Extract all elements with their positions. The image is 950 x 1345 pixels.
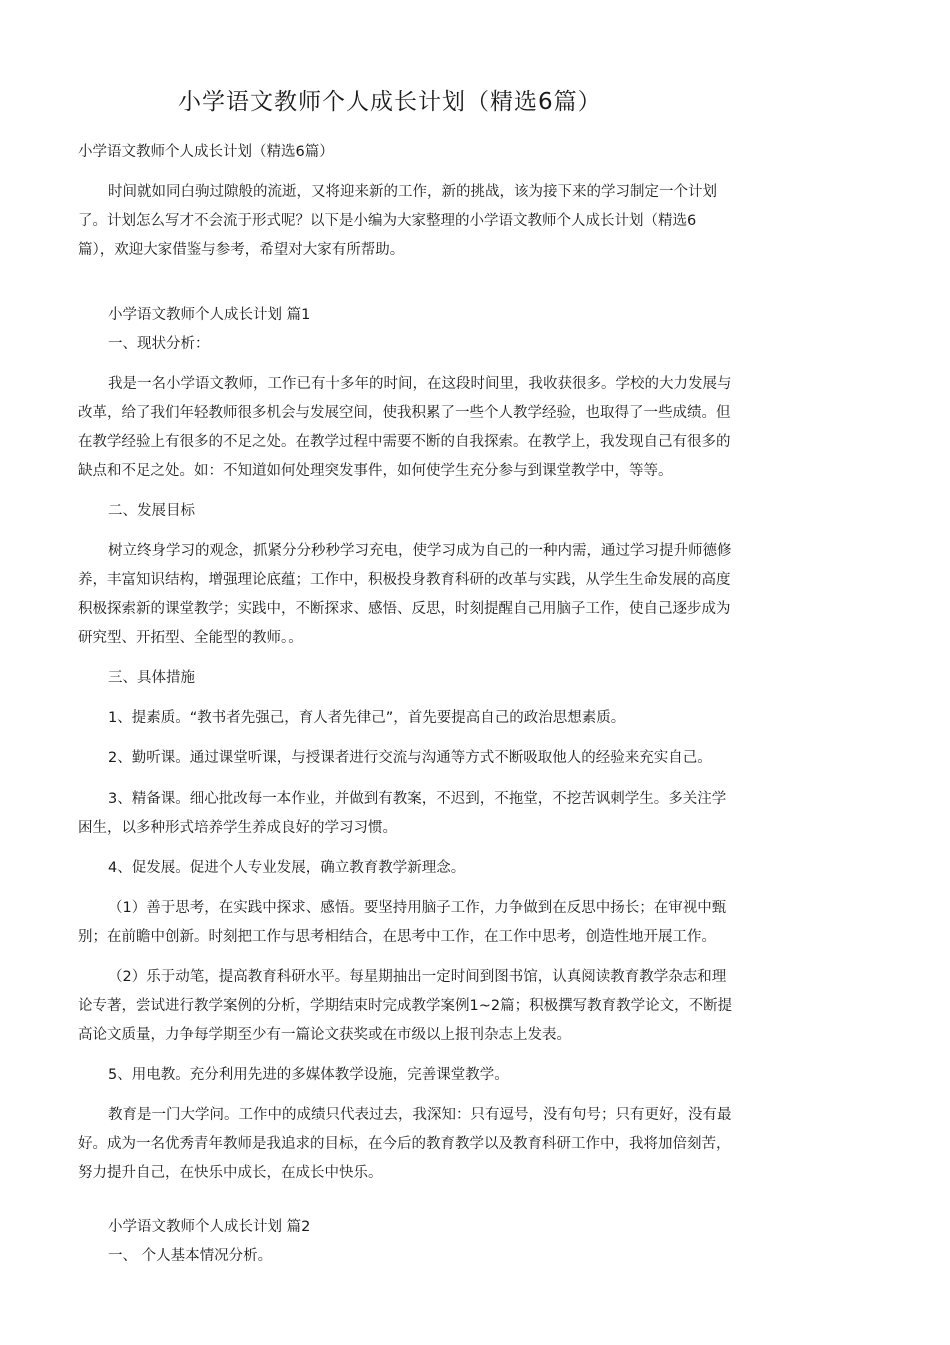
- subheading: 三、具体措施: [108, 670, 195, 686]
- text-line: 在教学经验上有很多的不足之处。在教学过程中需要不断的自我探索。在教学上，我发现自己有很多的: [78, 434, 731, 450]
- text-line: （2）乐于动笔，提高教育科研水平。每星期抽出一定时间到图书馆，认真阅读教育教学杂志和理: [108, 969, 727, 985]
- text-line: 3、精备课。细心批改每一本作业，并做到有教案，不迟到，不拖堂，不挖苦讽刺学生。多关注学: [108, 791, 727, 807]
- text-line: 研究型、开拓型、全能型的教师。。: [78, 630, 303, 646]
- text-line: 了。计划怎么写才不会流于形式呢？以下是小编为大家整理的小学语文教师个人成长计划（精选6: [78, 213, 697, 229]
- text-line: 困生，以多种形式培养学生养成良好的学习习惯。: [78, 820, 397, 836]
- measure-item: 1、提素质。“教书者先强己，育人者先律己”，首先要提高自己的政治思想素质。: [108, 710, 626, 726]
- text-line: 教育是一门大学问。工作中的成绩只代表过去，我深知：只有逗号，没有句号；只有更好，没有最: [108, 1107, 732, 1123]
- subheading: 一、现状分析：: [108, 336, 210, 352]
- text-line: 树立终身学习的观念，抓紧分分秒秒学习充电，使学习成为自己的一种内需，通过学习提升师德修: [108, 543, 732, 559]
- text-line: 好。成为一名优秀青年教师是我追求的目标，在今后的教育教学以及教育科研工作中，我将加倍刻苦，: [78, 1136, 731, 1152]
- section-heading: 小学语文教师个人成长计划 篇1: [108, 307, 311, 323]
- text-line: 养，丰富知识结构，增强理论底蕴；工作中，积极投身教育科研的改革与实践，从学生生命发展的高度: [78, 572, 731, 588]
- section-heading: 小学语文教师个人成长计划 篇2: [108, 1219, 311, 1235]
- text-line: 缺点和不足之处。如：不知道如何处理突发事件，如何使学生充分参与到课堂教学中，等等。: [78, 463, 673, 479]
- subheading: 一、 个人基本情况分析。: [108, 1248, 273, 1264]
- measure-item: 2、勤听课。通过课堂听课，与授课者进行交流与沟通等方式不断吸取他人的经验来充实自己。: [108, 750, 712, 766]
- text-line: （1）善于思考，在实践中探求、感悟。要坚持用脑子工作，力争做到在反思中扬长；在审视中甄: [108, 900, 727, 916]
- subheading: 二、发展目标: [108, 503, 195, 519]
- text-line: 论专著，尝试进行教学案例的分析，学期结束时完成教学案例1~2篇；积极撰写教育教学论文，不断提: [78, 998, 733, 1014]
- measure-item: 5、用电教。充分利用先进的多媒体教学设施，完善课堂教学。: [108, 1067, 509, 1083]
- page-title: 小学语文教师个人成长计划（精选6篇）: [178, 89, 602, 115]
- text-line: 高论文质量，力争每学期至少有一篇论文获奖或在市级以上报刊杂志上发表。: [78, 1027, 571, 1043]
- subtitle: 小学语文教师个人成长计划（精选6篇）: [78, 144, 334, 160]
- text-line: 别；在前瞻中创新。时刻把工作与思考相结合，在思考中工作，在工作中思考，创造性地开展工作。: [78, 929, 716, 945]
- text-line: 积极探索新的课堂教学；实践中，不断探求、感悟、反思，时刻提醒自己用脑子工作，使自己逐步成为: [78, 601, 731, 617]
- measure-item: 4、促发展。促进个人专业发展，确立教育教学新理念。: [108, 860, 466, 876]
- text-line: 时间就如同白驹过隙般的流逝，又将迎来新的工作，新的挑战，该为接下来的学习制定一个计划: [108, 184, 717, 200]
- text-line: 努力提升自己，在快乐中成长，在成长中快乐。: [78, 1165, 383, 1181]
- text-line: 篇），欢迎大家借鉴与参考，希望对大家有所帮助。: [78, 242, 405, 258]
- text-line: 我是一名小学语文教师，工作已有十多年的时间，在这段时间里，我收获很多。学校的大力发展与: [108, 376, 732, 392]
- text-line: 改革，给了我们年轻教师很多机会与发展空间，使我积累了一些个人教学经验，也取得了一些成绩。但: [78, 405, 731, 421]
